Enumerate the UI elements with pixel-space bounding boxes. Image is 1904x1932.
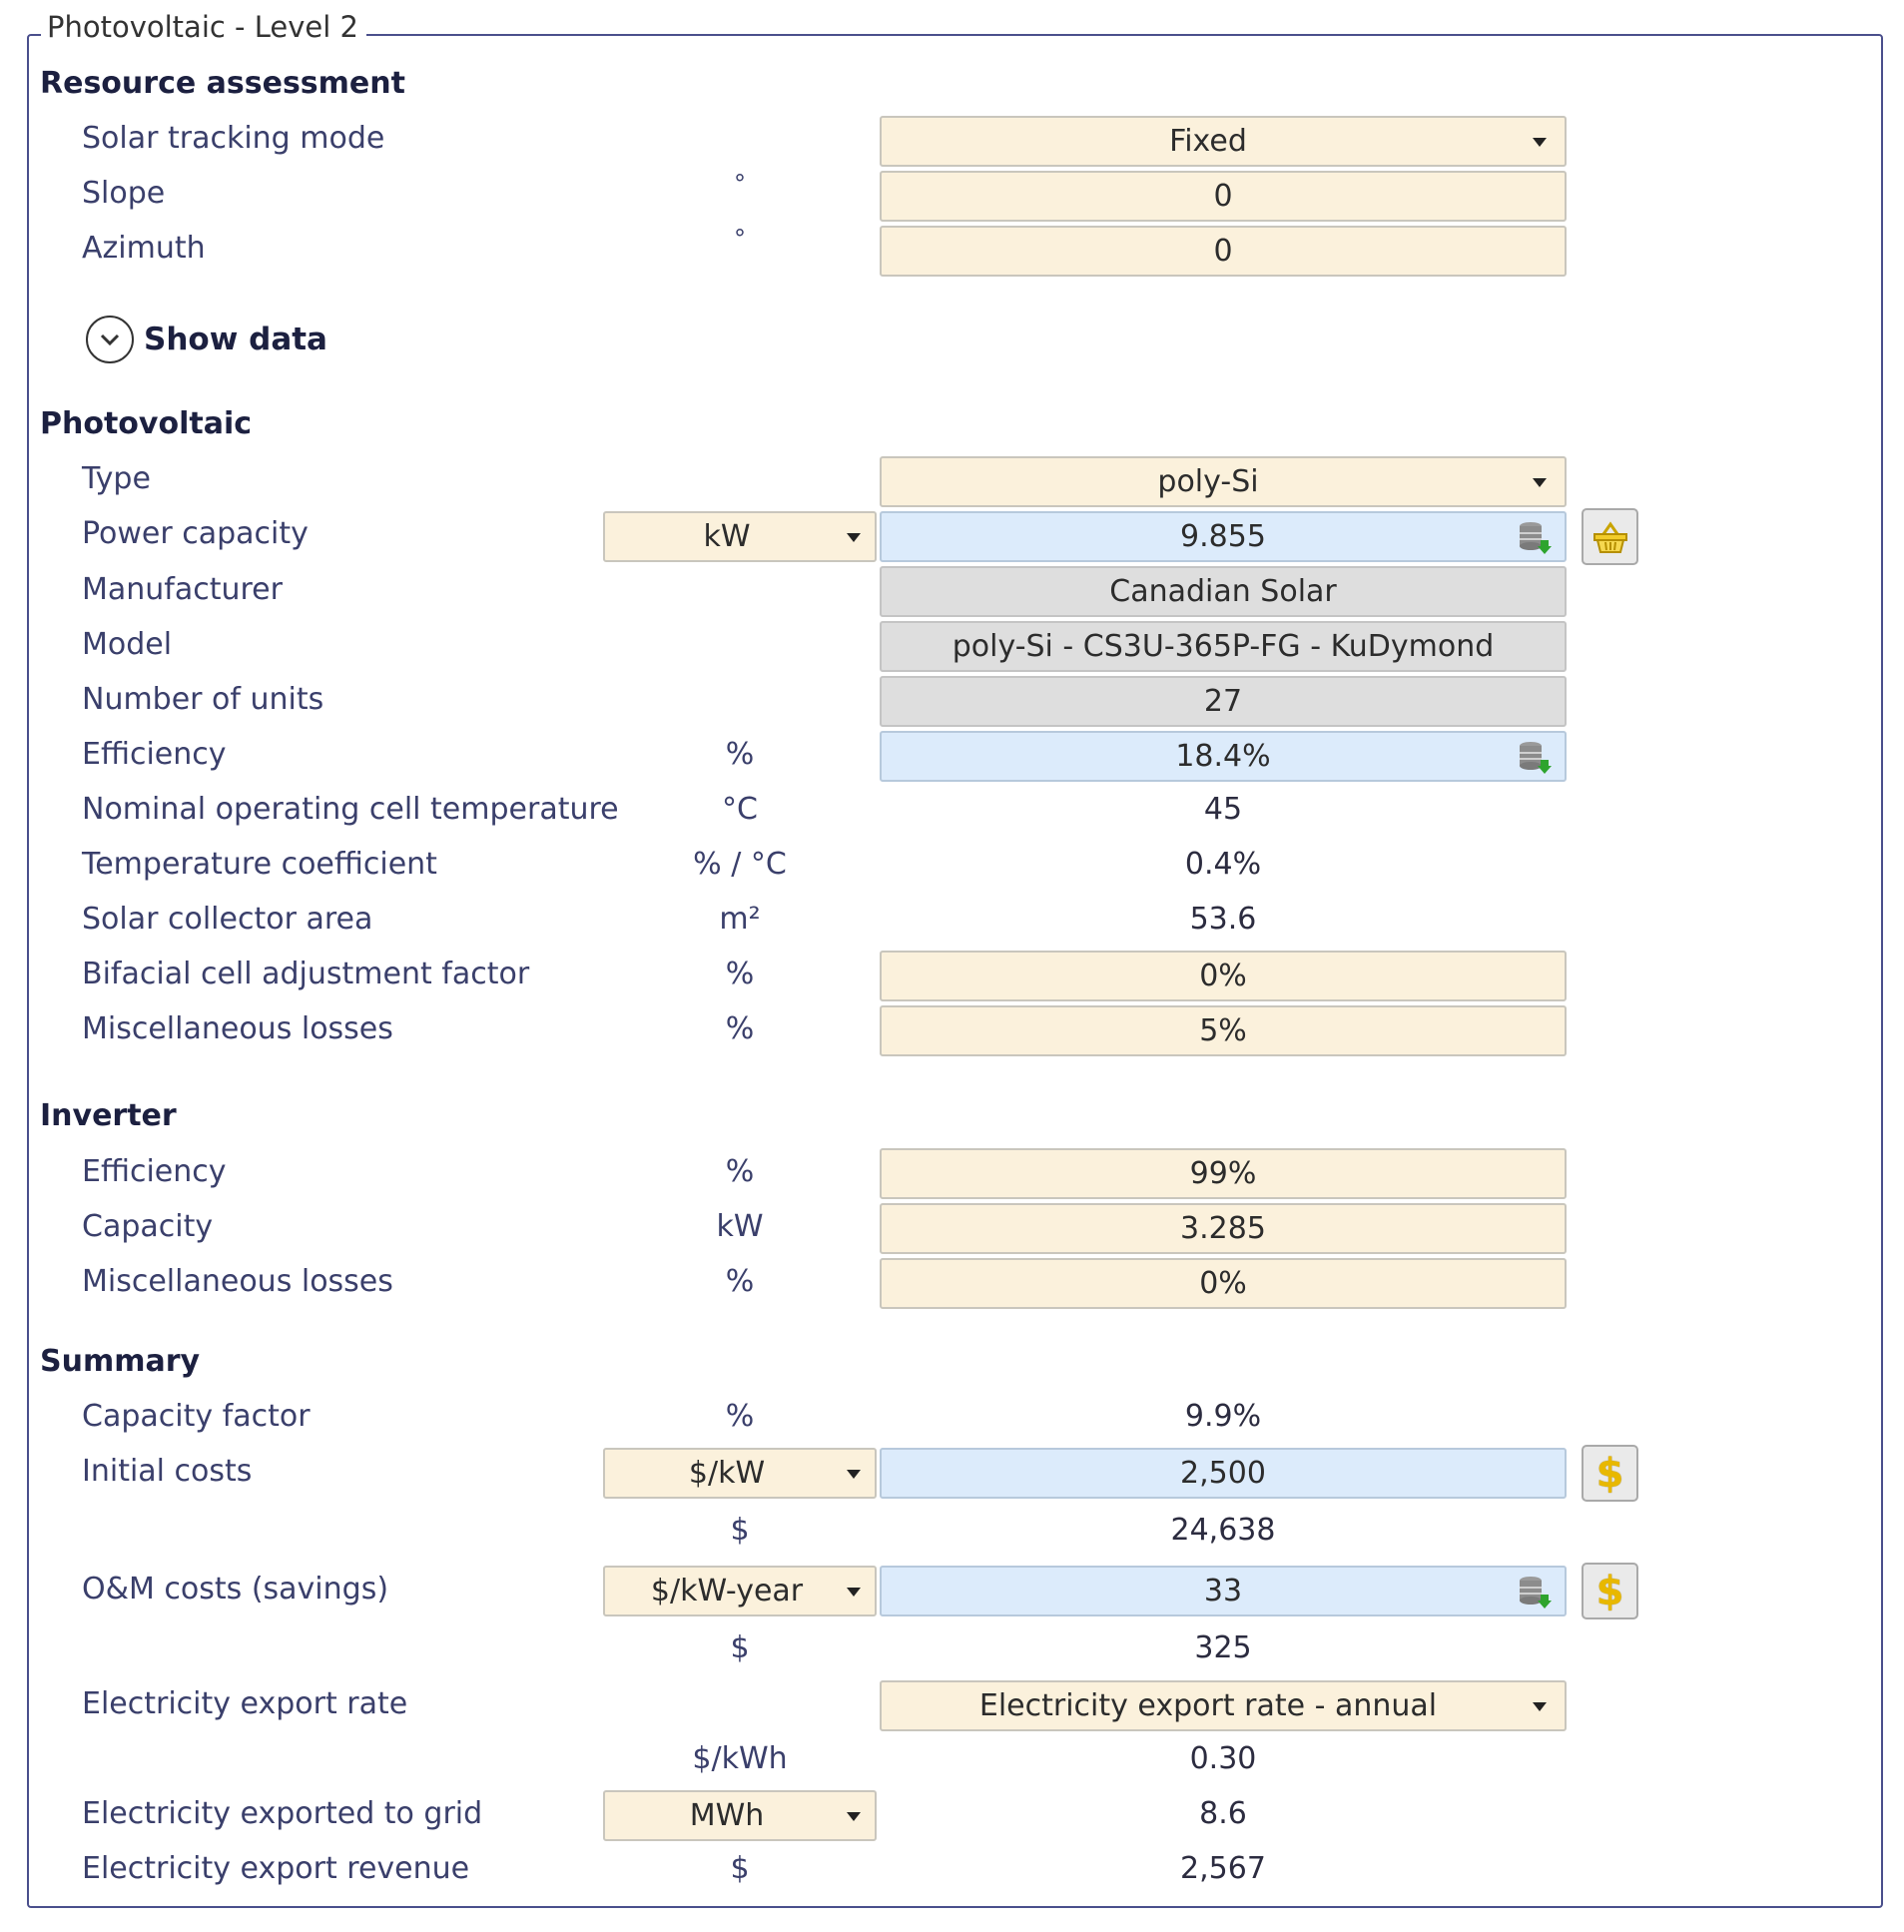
revenue-value: 2,567 — [1180, 1851, 1266, 1886]
power-unit-select[interactable] — [603, 511, 877, 562]
chevron-down-circle-icon — [86, 316, 134, 363]
initial-costs-cost-button[interactable] — [1582, 1445, 1638, 1502]
chevron-down-icon — [1533, 138, 1547, 147]
type-label: Type — [82, 461, 151, 496]
manufacturer-label: Manufacturer — [82, 572, 283, 607]
pv-type-select[interactable] — [880, 456, 1567, 507]
bifacial-input[interactable]: 0% — [880, 951, 1567, 1001]
temp-coef-value: 0.4% — [1184, 847, 1262, 882]
pv-misc-losses-label: Miscellaneous losses — [82, 1011, 393, 1046]
pv-misc-losses-unit: % — [725, 1011, 755, 1046]
manufacturer-field: Canadian Solar — [880, 566, 1567, 617]
slope-label: Slope — [82, 176, 166, 211]
export-rate-select[interactable] — [880, 1680, 1567, 1731]
om-costs-unit-value: $/kW-year — [650, 1574, 804, 1609]
inverter-capacity-input[interactable]: 3.285 — [880, 1203, 1567, 1254]
temp-coef-label: Temperature coefficient — [82, 847, 437, 882]
revenue-unit: $ — [730, 1851, 750, 1886]
export-rate-number: 0.30 — [1189, 1741, 1257, 1776]
power-capacity-label: Power capacity — [82, 516, 309, 551]
model-field: poly-Si - CS3U-365P-FG - KuDymond — [880, 621, 1567, 672]
export-rate-value: Electricity export rate - annual — [978, 1688, 1438, 1723]
units-label: Number of units — [82, 682, 324, 717]
show-data-label: Show data — [144, 322, 327, 357]
power-capacity-input[interactable] — [880, 511, 1567, 562]
om-costs-total-unit: $ — [730, 1630, 750, 1665]
photovoltaic-heading: Photovoltaic — [40, 406, 253, 441]
export-rate-unit: $/kWh — [692, 1741, 788, 1776]
om-costs-unit-select[interactable] — [603, 1566, 877, 1616]
initial-costs-unit-select[interactable] — [603, 1448, 877, 1499]
product-basket-button[interactable] — [1582, 508, 1638, 565]
collector-area-unit: m² — [719, 902, 761, 937]
initial-costs-total-value: 24,638 — [1170, 1513, 1276, 1548]
azimuth-unit: ° — [734, 225, 746, 253]
inverter-heading: Inverter — [40, 1098, 177, 1133]
chevron-down-icon — [1533, 1702, 1547, 1711]
inverter-misc-losses-input[interactable]: 0% — [880, 1258, 1567, 1309]
dollar-icon: $ — [1595, 1450, 1624, 1497]
database-download-icon[interactable] — [1517, 740, 1553, 776]
pv-type-value: poly-Si — [1157, 464, 1259, 499]
om-costs-input[interactable] — [880, 1566, 1567, 1616]
om-costs-label: O&M costs (savings) — [82, 1572, 389, 1607]
pv-efficiency-label: Efficiency — [82, 737, 227, 772]
chevron-down-icon — [847, 533, 861, 542]
initial-costs-total-unit: $ — [730, 1513, 750, 1548]
noct-unit: °C — [722, 792, 758, 827]
inverter-capacity-label: Capacity — [82, 1209, 214, 1244]
inverter-efficiency-unit: % — [725, 1154, 755, 1189]
tracking-mode-value: Fixed — [1169, 124, 1247, 159]
inverter-efficiency-input[interactable]: 99% — [880, 1148, 1567, 1199]
chevron-down-icon — [847, 1812, 861, 1821]
units-field: 27 — [880, 676, 1567, 727]
dollar-icon: $ — [1595, 1568, 1624, 1614]
om-costs-value: 33 — [1203, 1574, 1243, 1609]
chevron-down-icon — [847, 1470, 861, 1479]
exported-label: Electricity exported to grid — [82, 1796, 483, 1831]
initial-costs-unit-value: $/kW — [688, 1456, 766, 1491]
capacity-factor-value: 9.9% — [1184, 1399, 1262, 1434]
initial-costs-label: Initial costs — [82, 1454, 253, 1489]
exported-value: 8.6 — [1199, 1796, 1247, 1831]
model-label: Model — [82, 627, 173, 662]
capacity-factor-unit: % — [725, 1399, 755, 1434]
slope-unit: ° — [734, 170, 746, 198]
tracking-mode-select[interactable] — [880, 116, 1567, 167]
pv-misc-losses-input[interactable]: 5% — [880, 1005, 1567, 1056]
slope-input[interactable]: 0 — [880, 171, 1567, 222]
inverter-misc-losses-unit: % — [725, 1264, 755, 1299]
pv-efficiency-input[interactable] — [880, 731, 1567, 782]
summary-heading: Summary — [40, 1344, 201, 1379]
temp-coef-unit: % / °C — [693, 847, 787, 882]
noct-value: 45 — [1203, 792, 1243, 827]
om-costs-total-value: 325 — [1194, 1630, 1252, 1665]
power-unit-value: kW — [703, 519, 751, 554]
panel-title: Photovoltaic - Level 2 — [41, 10, 366, 44]
azimuth-label: Azimuth — [82, 231, 206, 266]
export-rate-label: Electricity export rate — [82, 1686, 408, 1721]
revenue-label: Electricity export revenue — [82, 1851, 470, 1886]
inverter-efficiency-label: Efficiency — [82, 1154, 227, 1189]
inverter-misc-losses-label: Miscellaneous losses — [82, 1264, 393, 1299]
resource-assessment-heading: Resource assessment — [40, 66, 405, 101]
chevron-down-icon — [1533, 478, 1547, 487]
show-data-toggle[interactable] — [86, 316, 327, 363]
pv-efficiency-value: 18.4% — [1175, 739, 1271, 774]
exported-unit-select[interactable] — [603, 1790, 877, 1841]
chevron-down-icon — [847, 1588, 861, 1597]
initial-costs-input[interactable]: 2,500 — [880, 1448, 1567, 1499]
inverter-capacity-unit: kW — [716, 1209, 764, 1244]
noct-label: Nominal operating cell temperature — [82, 792, 619, 827]
tracking-label: Solar tracking mode — [82, 121, 385, 156]
database-download-icon[interactable] — [1517, 1575, 1553, 1610]
bifacial-unit: % — [725, 957, 755, 991]
power-capacity-value: 9.855 — [1180, 519, 1266, 554]
database-download-icon[interactable] — [1517, 520, 1553, 556]
exported-unit-value: MWh — [689, 1798, 765, 1833]
basket-icon — [1591, 520, 1629, 554]
om-costs-cost-button[interactable] — [1582, 1563, 1638, 1619]
bifacial-label: Bifacial cell adjustment factor — [82, 957, 530, 991]
collector-area-label: Solar collector area — [82, 902, 373, 937]
capacity-factor-label: Capacity factor — [82, 1399, 311, 1434]
pv-efficiency-unit: % — [725, 737, 755, 772]
azimuth-input[interactable]: 0 — [880, 226, 1567, 277]
collector-area-value: 53.6 — [1189, 902, 1257, 937]
